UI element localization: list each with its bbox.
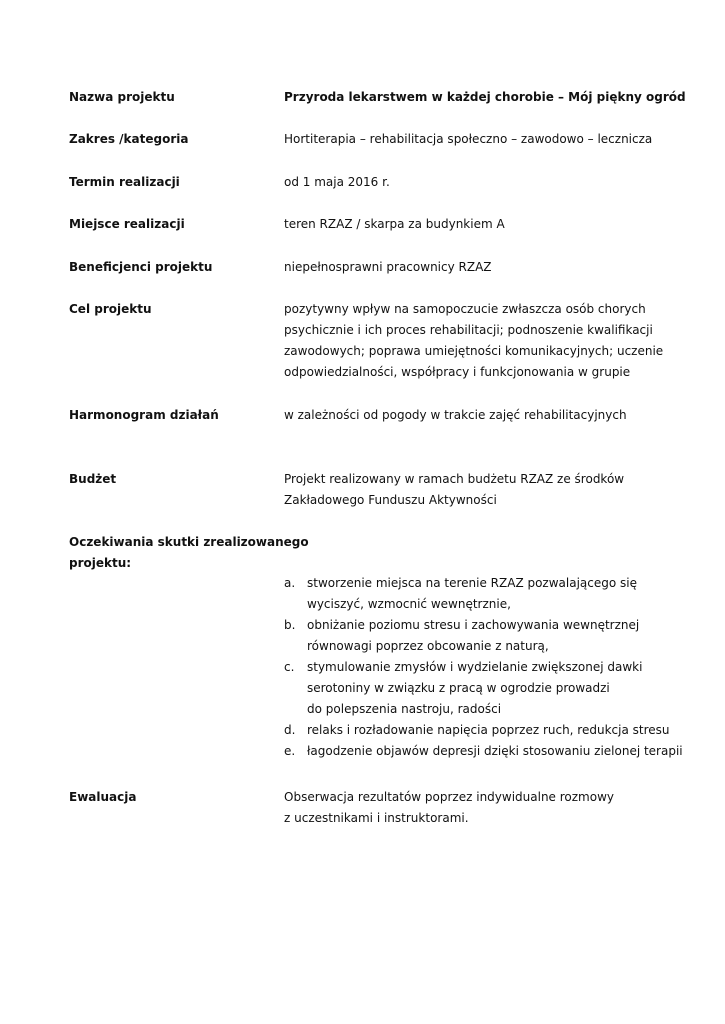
list-item [284, 741, 714, 762]
location-label: Miejsce realizacji [69, 217, 185, 231]
goal-line: psychicznie i ich proces rehabilitacji; podnoszenie kwalifikacji [284, 323, 653, 337]
list-item [284, 720, 714, 741]
schedule-value: w zależności od pogody w trakcie zajęć rehabilitacyjnych [284, 408, 627, 422]
goal-value [284, 299, 704, 383]
expectations-label-line: Oczekiwania skutki zrealizowanego [69, 535, 309, 549]
list-item-line: łagodzenie objawów depresji dzięki stosowaniu zielonej terapii [307, 744, 683, 758]
beneficiaries-label: Beneficjenci projektu [69, 260, 213, 274]
list-item-line: stymulowanie zmysłów i wydzielanie zwiększonej dawki [307, 660, 643, 674]
list-marker: b. [284, 618, 296, 632]
budget-value [284, 469, 704, 511]
expectations-list [284, 573, 714, 762]
list-item-line: równowagi poprzez obcowanie z naturą, [307, 639, 549, 653]
evaluation-value [284, 787, 704, 829]
term-value: od 1 maja 2016 r. [284, 175, 390, 189]
project-name-label: Nazwa projektu [69, 90, 175, 104]
list-item-line: relaks i rozładowanie napięcia poprzez ruch, redukcja stresu [307, 723, 670, 737]
list-item-line: do polepszenia nastroju, radości [307, 702, 502, 716]
term-label: Termin realizacji [69, 175, 180, 189]
expectations-label-line: projektu: [69, 556, 132, 570]
goal-line: odpowiedzialności, współpracy i funkcjonowania w grupie [284, 365, 631, 379]
list-item [284, 615, 714, 657]
expectations-label [69, 532, 309, 574]
list-marker: c. [284, 660, 295, 674]
evaluation-line: Obserwacja rezultatów poprzez indywidualne rozmowy [284, 790, 615, 804]
evaluation-label: Ewaluacja [69, 790, 137, 804]
beneficiaries-value: niepełnosprawni pracownicy RZAZ [284, 260, 492, 274]
scope-value: Hortiterapia – rehabilitacja społeczno – zawodowo – lecznicza [284, 132, 653, 146]
list-item [284, 573, 714, 615]
list-marker: d. [284, 723, 296, 737]
list-item-line: stworzenie miejsca na terenie RZAZ pozwalającego się [307, 576, 637, 590]
location-value: teren RZAZ / skarpa za budynkiem A [284, 217, 505, 231]
schedule-label: Harmonogram działań [69, 408, 219, 422]
scope-label: Zakres /kategoria [69, 132, 189, 146]
budget-label: Budżet [69, 472, 117, 486]
budget-line: Zakładowego Funduszu Aktywności [284, 493, 497, 507]
list-item [284, 657, 714, 720]
evaluation-line: z uczestnikami i instruktorami. [284, 811, 469, 825]
list-marker: e. [284, 744, 296, 758]
list-item-line: wyciszyć, wzmocnić wewnętrznie, [307, 597, 511, 611]
list-item-line: serotoniny w związku z pracą w ogrodzie prowadzi [307, 681, 610, 695]
project-name-value: Przyroda lekarstwem w każdej chorobie – Mój piękny ogród [284, 90, 686, 104]
budget-line: Projekt realizowany w ramach budżetu RZAZ ze środków [284, 472, 625, 486]
list-item-line: obniżanie poziomu stresu i zachowywania wewnętrznej [307, 618, 640, 632]
goal-line: zawodowych; poprawa umiejętności komunikacyjnych; uczenie [284, 344, 664, 358]
list-marker: a. [284, 576, 296, 590]
goal-line: pozytywny wpływ na samopoczucie zwłaszcza osób chorych [284, 302, 646, 316]
goal-label: Cel projektu [69, 302, 152, 316]
